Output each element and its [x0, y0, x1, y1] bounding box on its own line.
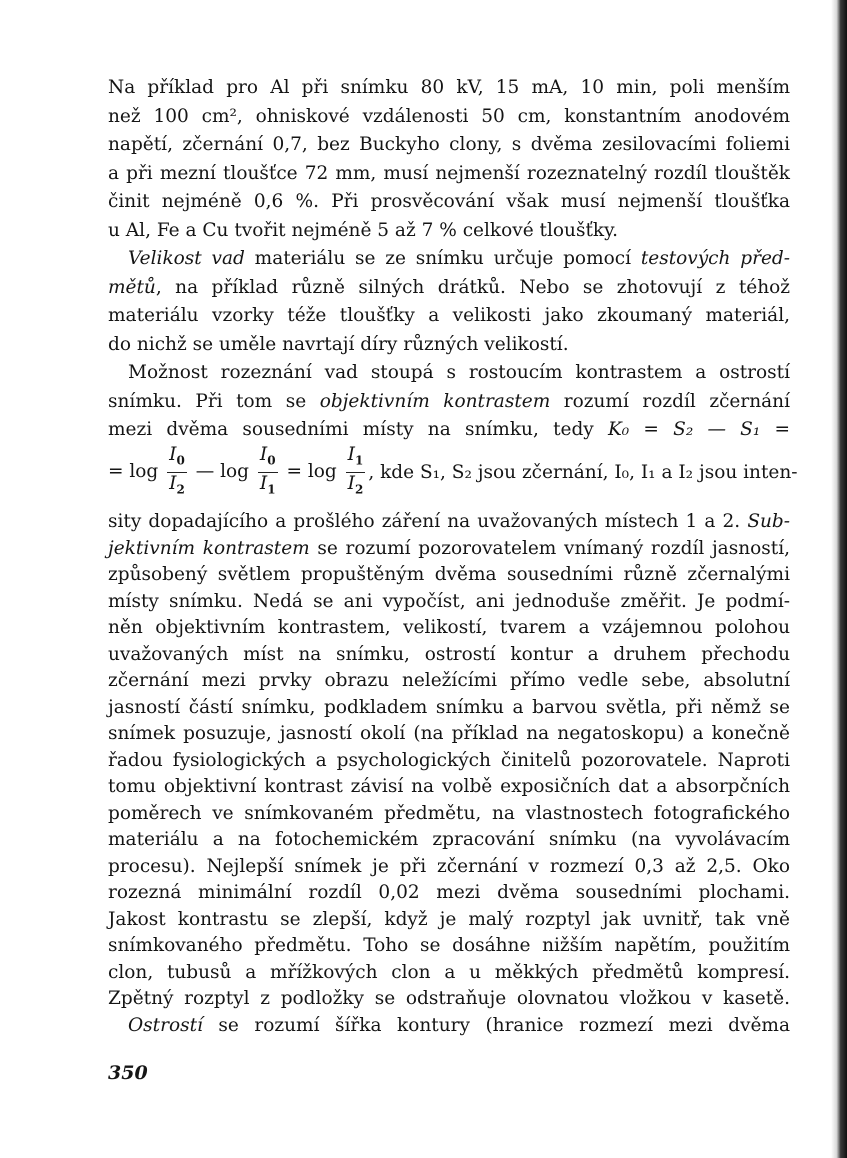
text-line: [108, 829, 790, 851]
denominator: I: [169, 472, 177, 494]
text-line: [108, 362, 790, 384]
page-edge-shadow: [831, 0, 847, 1158]
subscript: 2: [354, 482, 364, 497]
text-run: sity dopadajícího a prošlého záření na uvažovaných místech 1 a 2.: [108, 511, 748, 532]
text-line: [108, 591, 790, 613]
text-run: způsobený světlem propuštěným dvěma sousedními různě zčernalými: [108, 564, 790, 585]
page-number: 350: [108, 1062, 148, 1084]
italic-term: Velikost vad: [128, 248, 245, 269]
text-run: něn objektivním kontrastem, velikostí, tvarem a vzájemnou polohou: [108, 617, 790, 638]
text-line: [108, 670, 790, 692]
subscript: 0: [176, 453, 185, 468]
text-run: materiálu vzorky téže tloušťky a velikosti jako zkoumaný materiál,: [108, 305, 790, 326]
text-run: uvažovaných míst na snímku, ostrostí kontur a druhem přechodu: [108, 643, 790, 665]
text-line: [108, 564, 790, 586]
text-run: a při mezní tloušťce 72 mm, musí nejmenší rozeznatelný rozdíl tlouštěk: [108, 162, 790, 184]
text-run: Jakost kontrastu se zlepší, když je malý rozptyl jak uvnitř, tak vně: [108, 908, 790, 930]
text-run: snímkovaného předmětu. Toho se dosáhne nižším napětím, použitím: [108, 935, 790, 956]
text-line: [108, 538, 790, 560]
text-line: [108, 882, 790, 904]
text-run: Na příklad pro Al při snímku 80 kV, 15 mA, 10 min, poli menším: [108, 77, 790, 98]
denominator: I: [347, 472, 355, 494]
text-run: zčernání mezi prvky obrazu neležícími přímo vedle sebe, absolutní: [108, 670, 790, 691]
text-line: [108, 305, 790, 327]
numerator: I: [169, 443, 177, 465]
text-line: [108, 163, 790, 185]
contrast-formula: [108, 443, 798, 500]
text-line: [108, 134, 790, 156]
text-line: [108, 909, 790, 931]
text-run: se rozumí šířka kontury (hranice rozmezí mezi dvěma: [202, 1014, 790, 1036]
text-run: do nichž se uměle navrtají díry různých velikostí.: [108, 333, 569, 355]
text-run: tomu objektivní kontrast závisí na volbě exposičních dat a absorpčních: [108, 776, 790, 797]
text-run: se rozumí pozorovatelem vnímaný rozdíl jasností,: [309, 537, 790, 559]
text-line: [108, 334, 790, 356]
text-line: [108, 77, 790, 99]
text-run: u Al, Fe a Cu tvořit nejméně 5 až 7 % celkové tloušťky.: [108, 219, 618, 241]
text-line: [108, 803, 790, 825]
text-run: rozumí rozdíl zčernání: [550, 390, 790, 412]
text-line: [108, 248, 790, 270]
italic-term: mětů: [108, 276, 156, 298]
text-line: [108, 723, 790, 745]
text-run: poměrech ve snímkovaném předmětu, na vlastnostech fotografického: [108, 802, 790, 824]
text-line: [108, 856, 790, 878]
text-run: rozezná minimální rozdíl 0,02 mezi dvěma sousedními plochami.: [108, 882, 790, 903]
italic-term: jektivním kontrastem: [108, 537, 310, 559]
text-run: materiálu se ze snímku určuje pomocí: [244, 248, 641, 269]
italic-term: testových před-: [640, 248, 790, 269]
denominator: I: [259, 472, 268, 494]
formula-tail-text: , kde S₁, S₂ jsou zčernání, I₀, I₁ a I₂ jsou inten-: [368, 461, 798, 483]
text-run: řadou fysiologických a psychologických činitelů pozorovatele. Naproti: [108, 749, 790, 771]
text-run: než 100 cm², ohniskové vzdálenosti 50 cm, konstantním anodovém: [108, 105, 790, 127]
text-run: Zpětný rozptyl z podložky se odstraňuje olovnatou vložkou v kasetě.: [108, 988, 790, 1009]
text-run: napětí, zčernání 0,7, bez Buckyho clony, s dvěma zesilovacími foliemi: [108, 134, 790, 155]
italic-term: Sub-: [747, 511, 790, 532]
numerator: I: [347, 443, 355, 465]
numerator: I: [259, 443, 268, 465]
text-line: [108, 277, 790, 299]
text-line: [108, 617, 790, 639]
text-line: [108, 106, 790, 128]
italic-term: objektivním kontrastem: [319, 390, 551, 412]
text-run: clon, tubusů a mřížkových clon a u měkkých předmětů kompresí.: [108, 961, 790, 983]
text-run: mezi dvěma sousedními místy na snímku, tedy: [108, 419, 608, 440]
text-run: , na příklad různě silných drátků. Nebo se zhotovují z téhož: [155, 276, 790, 298]
text-line: [108, 935, 790, 957]
formula-minus-log: — log: [195, 461, 250, 482]
text-run: místy snímku. Nedá se ani vypočíst, ani jednoduše změřit. Je podmí-: [108, 590, 790, 612]
text-run: materiálu a na fotochemickém zpracování snímku (na vyvolávacím: [108, 829, 790, 850]
text-line: [108, 644, 790, 666]
text-line: [108, 419, 790, 441]
fraction-i0-i1: [258, 444, 278, 500]
subscript: 2: [176, 482, 185, 497]
fraction-i0-i2: [167, 444, 187, 500]
subscript: 0: [267, 453, 276, 468]
subscript: 1: [354, 453, 364, 468]
text-line: [108, 697, 790, 719]
text-line: [108, 750, 790, 772]
text-line: [108, 1015, 790, 1037]
text-run: činit nejméně 0,6 %. Při prosvěcování však musí nejmenší tloušťka: [108, 191, 790, 212]
text-line: [108, 191, 790, 213]
text-run: snímek posuzuje, jasností okolí (na příklad na negatoskopu) a konečně: [108, 723, 790, 744]
italic-term: K₀ = S₂ — S₁ =: [607, 419, 790, 440]
text-run: procesu). Nejlepší snímek je při zčernání v rozmezí 0,3 až 2,5. Oko: [108, 855, 790, 877]
subscript: 1: [267, 482, 276, 497]
text-line: [108, 511, 790, 533]
italic-term: Ostrostí: [128, 1014, 203, 1036]
text-line: [108, 391, 790, 413]
text-line: [108, 988, 790, 1010]
text-line: [108, 962, 790, 984]
text-run: jasností částí snímku, podkladem snímku a barvou světla, při němž se: [108, 696, 790, 718]
text-run: Možnost rozeznání vad stoupá s rostoucím kontrastem a ostrostí: [128, 362, 790, 383]
text-run: snímku. Při tom se: [108, 390, 320, 412]
text-line: [108, 776, 790, 798]
fraction-i1-i2: [346, 444, 366, 500]
formula-eq2: = log: [286, 461, 337, 482]
text-line: [108, 220, 790, 242]
formula-eq1: = log: [108, 461, 159, 482]
